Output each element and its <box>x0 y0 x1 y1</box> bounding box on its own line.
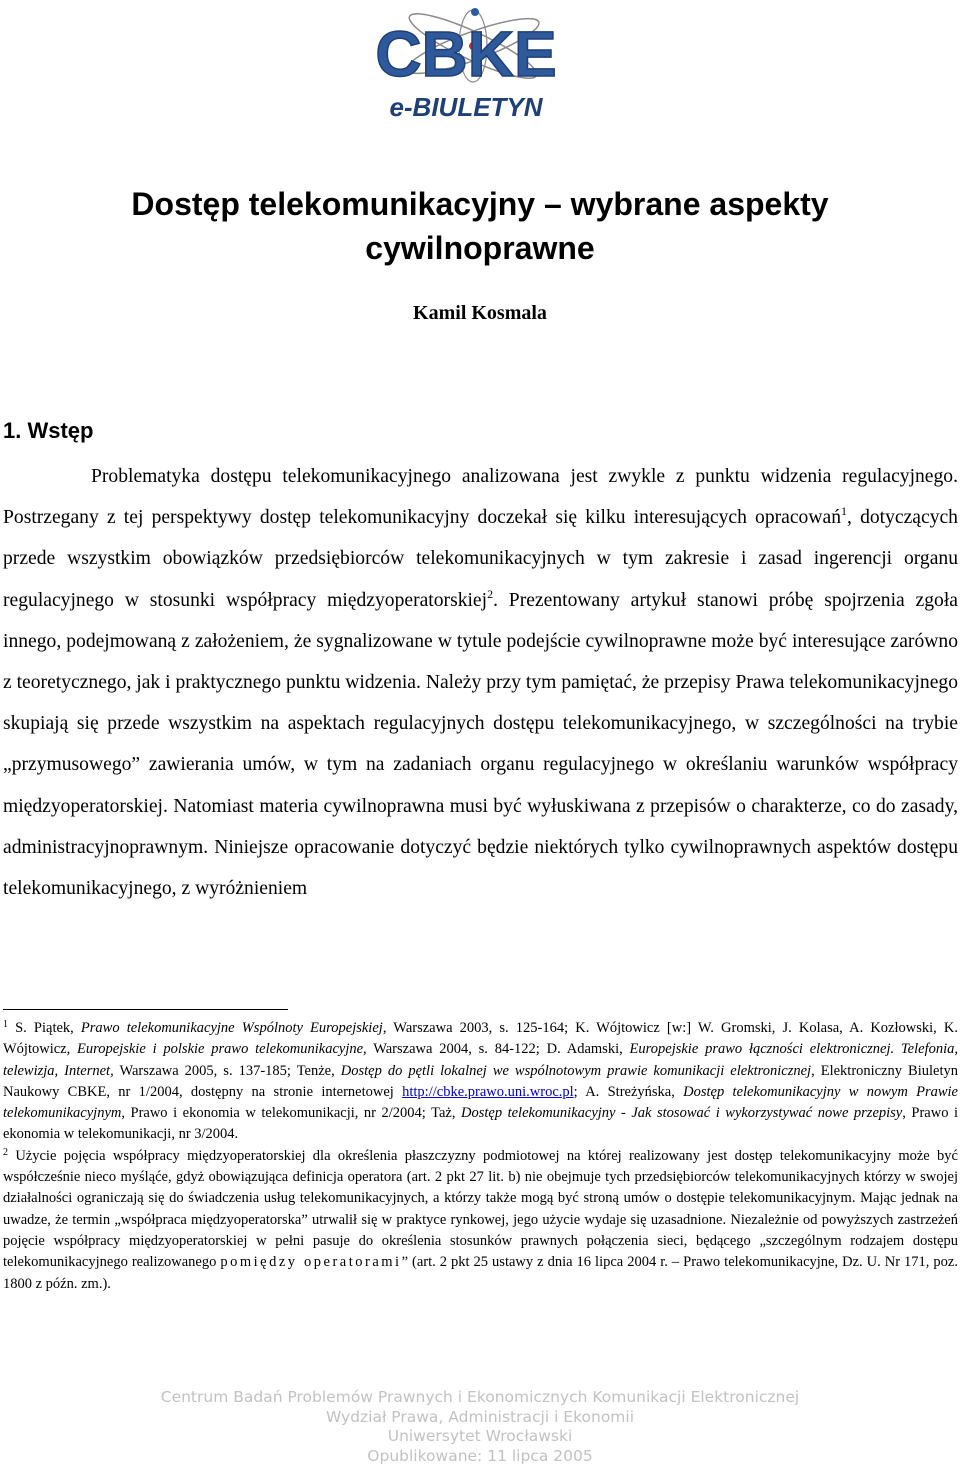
footnote-divider <box>3 1009 288 1010</box>
footer-line: Opublikowane: 11 lipca 2005 <box>367 1446 593 1465</box>
paragraph: Problematyka dostępu telekomunikacyjnego analizowana jest zwykle z punktu widzenia regulacyjnego. Postrzegany z tej perspektywy dostęp telekomunikacyjny doczekał się kilku interesujących opracowań$^1$, dotyczących przede wszystkim obowiązków przedsiębiorców telekomunikacyjnych w tym zakresie i zasad ingerencji organu regulacyjnego w stosunki współpracy międzyoperatorskiej$^2$. Prezentowany artykuł stanowi próbę spojrzenia zgoła innego, podejmowaną z założeniem, że sygnalizowane w tytule podejście cywilnoprawne może być interesujące zarówno z teoretycznego, jak i praktycznego punktu widzenia. Należy przy tym pamiętać, że przepisy Prawa telekomunikacyjnego skupiają się przede wszystkim na aspektach regulacyjnych dostępu telekomunikacyjnego, w szczególności na trybie „przymusowego” zawierania umów, w tym na zadaniach organu regulacyjnego w określaniu warunków współpracy międzyoperatorskiej. Natomiast materia cywilnoprawna musi być wyłuskiwana z przepisów o charakterze, co do zasady, administracyjnoprawnym. Niniejsze opracowanie dotyczyć będzie niektórych tylko cywilnoprawnych aspektów dostępu telekomunikacyjnego, z wyróżnieniem <box>3 466 958 900</box>
section-heading: 1. Wstęp <box>3 418 94 443</box>
cbke-logo <box>355 6 577 124</box>
footnotes <box>3 1018 958 1295</box>
document-title: Dostęp telekomunikacyjny – wybrane aspekty cywilnoprawne <box>131 186 829 266</box>
body-text <box>3 456 958 909</box>
author-name: Kamil Kosmala <box>413 302 547 324</box>
logo-sub-text: e-BIULETYN <box>389 92 543 122</box>
footnote-1: $^1$ S. Piątek, Prawo telekomunikacyjne Wspólnoty Europejskiej, Warszawa 2003, s. 125-164; K. Wójtowicz [w:] W. Gromski, J. Kolasa, A. Kozłowski, K. Wójtowicz, Europejskie i polskie prawo telekomunikacyjne, Warszawa 2004, s. 84-122; D. Adamski, Europejskie prawo łączności elektronicznej. Telefonia, telewizja, Internet, Warszawa 2005, s. 137-185; Tenże, Dostęp do pętli lokalnej we wspólnotowym prawie komunikacji elektronicznej, Elektroniczny Biuletyn Naukowy CBKE, nr 1/2004, dostępny na stronie internetowej http://cbke.prawo.uni.wroc.pl; A. Streżyńska, Dostęp telekomunikacyjny w nowym Prawie telekomunikacyjnym, Prawo i ekonomia w telekomunikacji, nr 2/2004; Taż, Dostęp telekomunikacyjny - Jak stosować i wykorzystywać nowe przepisy, Prawo i ekonomia w telekomunikacji, nr 3/2004. <box>3 1019 959 1143</box>
cbke-website-link[interactable]: http://cbke.prawo.uni.wroc.pl <box>402 1083 574 1100</box>
footer-line: Uniwersytet Wrocławski <box>387 1427 573 1445</box>
footnote-ref-2[interactable]: 2 <box>487 586 494 601</box>
footer-line: Wydział Prawa, Administracji i Ekonomii <box>325 1407 635 1426</box>
footer-line: Centrum Badań Problemów Prawnych i Ekonomicznych Komunikacji Elektronicznej <box>160 1388 800 1406</box>
logo-main-text: CBKE <box>375 18 557 90</box>
footnote-2: $^2$ Użycie pojęcia współpracy międzyoperatorskiej dla określenia płaszczyzny podmiotowej na której realizowany jest dostęp telekomunikacyjny może być współcześnie nieco myśląće, gdyż obowiązująca definicja operatora (art. 2 pkt 27 lit. b) nie obejmuje tych przedsiębiorców telekomunikacyjnych którzy w swojej działalności ograniczają się do świadczenia usług telekomunikacyjnych, a którzy także mogą być stroną umów o dostępie telekomunikacyjnym. Mając jednak na uwadze, że termin „współpraca międzyoperatorska” utrwalił się w praktyce rynkowej, jego użycie wydaje się uzasadnione. Niezależnie od powyższych zastrzeżeń pojęcie współpracy międzyoperatorskiej w pełni pasuje do określenia stosunków prawnych połączenia sieci, będącego „szczególnym rodzajem dostępu telekomunikacyjnego realizowanego pomiędzy operatorami” (art. 2 pkt 25 ustawy z dnia 16 lipca 2004 r. – Prawo telekomunikacyjne, Dz. U. Nr 171, poz. 1800 z późn. zm.). <box>3 1146 958 1292</box>
footnote-ref-1[interactable]: 1 <box>841 504 847 519</box>
page-footer <box>0 1388 960 1466</box>
